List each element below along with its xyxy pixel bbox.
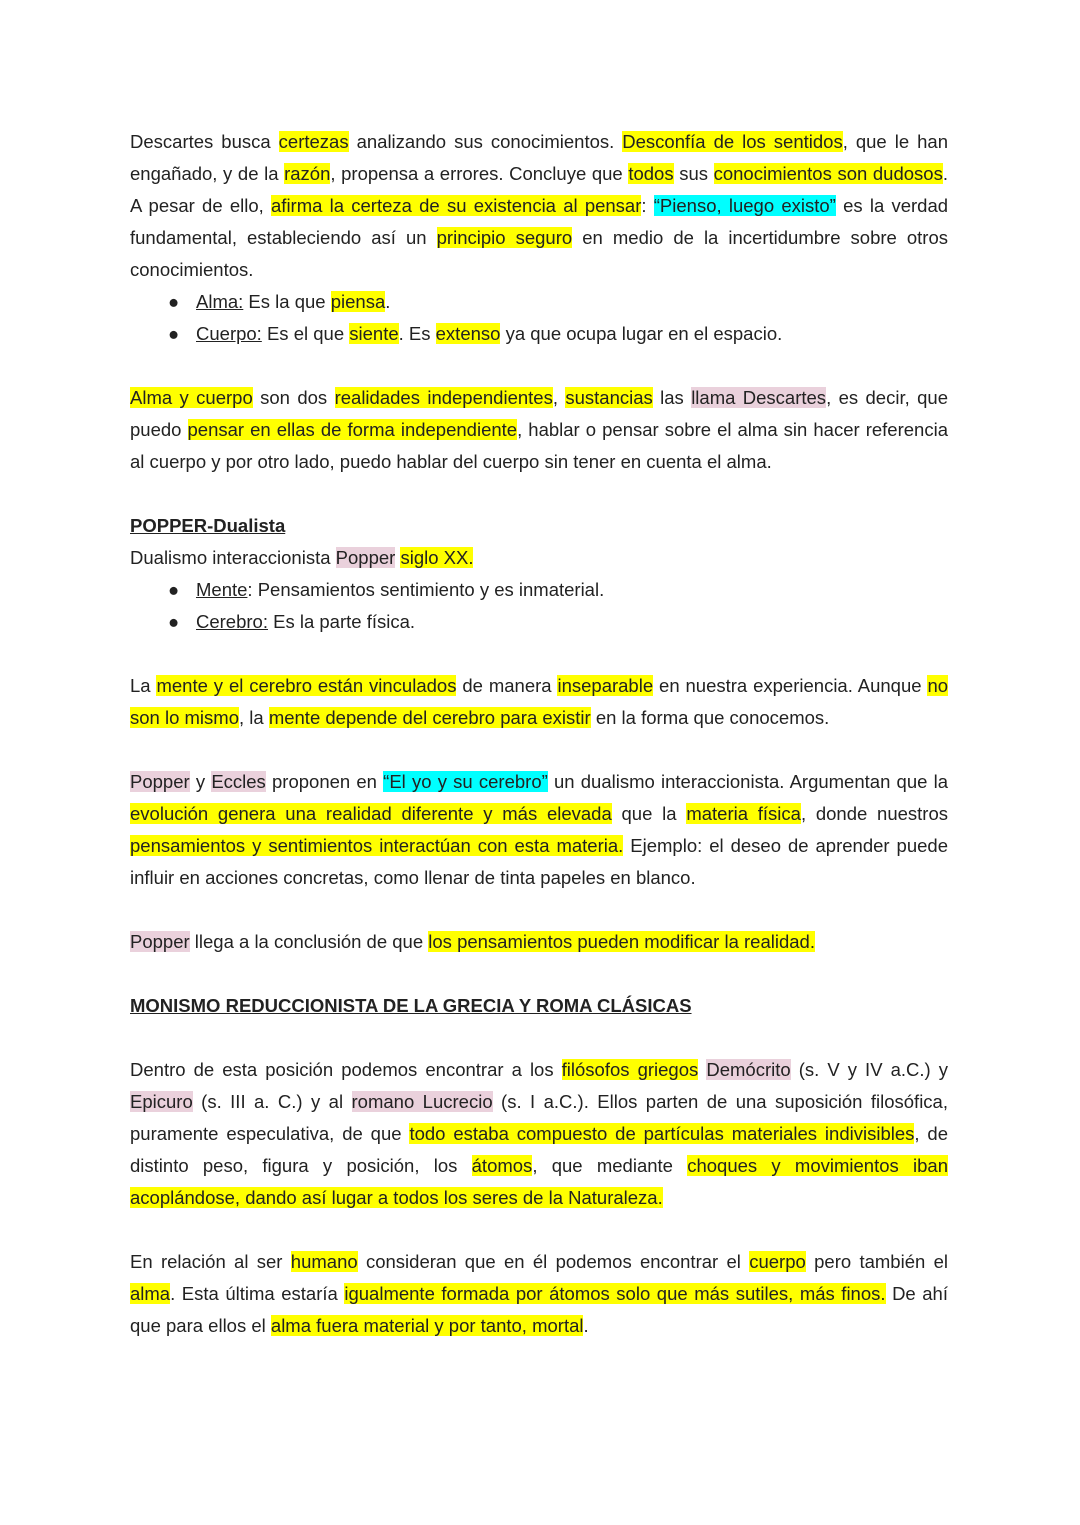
paragraph: [130, 126, 948, 286]
underlined-label: Cuerpo:: [196, 323, 262, 344]
text: y: [189, 771, 212, 792]
highlighted-text: piensa: [330, 291, 386, 312]
highlighted-text: inseparable: [557, 675, 654, 696]
quote-highlight: “El yo y su cerebro”: [383, 771, 548, 792]
text: Descartes busca: [130, 131, 279, 152]
text: , propensa a errores. Concluye que: [330, 163, 629, 184]
blank-line: [130, 734, 948, 766]
text: Es la que: [243, 291, 331, 312]
paragraph: [130, 1054, 948, 1214]
highlighted-text: no son lo mismo: [130, 675, 949, 728]
highlighted-text: alma fuera material y por tanto, mortal: [270, 1315, 584, 1336]
text: son dos: [252, 387, 335, 408]
text: llega a la conclusión de que: [189, 931, 429, 952]
text: . Esta última estaría: [170, 1283, 345, 1304]
highlighted-text: filósofos griegos: [561, 1059, 699, 1080]
text: Ejemplo: el deseo de aprender puede influir en acciones concretas, como llenar de tinta papeles en blanco.: [130, 835, 948, 888]
blank-line: [130, 958, 948, 990]
bullet-icon: ●: [168, 611, 180, 632]
highlighted-text: igualmente formada por átomos solo que más sutiles, más finos.: [344, 1283, 886, 1304]
text: proponen en: [265, 771, 384, 792]
text: (s. III a. C.) y al: [192, 1091, 352, 1112]
text: La: [130, 675, 157, 696]
paragraph: [130, 766, 948, 894]
highlighted-text: alma: [130, 1283, 171, 1304]
highlighted-text: cuerpo: [749, 1251, 806, 1272]
text: (s. V y IV a.C.) y: [790, 1059, 948, 1080]
text: de manera: [456, 675, 558, 696]
paragraph: [130, 670, 948, 734]
text: en nuestra experiencia. Aunque: [653, 675, 928, 696]
highlighted-text: sustancias: [565, 387, 653, 408]
highlighted-text: evolución genera una realidad diferente y más elevada: [130, 803, 612, 824]
text: , la: [238, 707, 269, 728]
name-highlight: Popper: [130, 771, 190, 792]
highlighted-text: materia física: [686, 803, 801, 824]
highlighted-text: conocimientos son dudosos: [713, 163, 943, 184]
text: Dualismo interaccionista: [130, 547, 336, 568]
highlighted-text: principio seguro: [436, 227, 573, 248]
paragraph: [130, 1246, 948, 1342]
text: .: [583, 1315, 589, 1336]
blank-line: [130, 478, 948, 510]
bullet-icon: ●: [168, 323, 180, 344]
text: De ahí que para ellos el: [130, 1283, 948, 1336]
text: pero también el: [805, 1251, 948, 1272]
highlighted-text: siglo XX.: [400, 547, 474, 568]
paragraph: [130, 510, 948, 542]
highlighted-text: átomos: [471, 1155, 533, 1176]
text: Dentro de esta posición podemos encontrar a los: [130, 1059, 562, 1080]
text: un dualismo interaccionista. Argumentan que la: [547, 771, 949, 792]
text: Es el que: [261, 323, 350, 344]
underlined-label: Mente: [196, 579, 248, 600]
document-page: [130, 126, 948, 1342]
highlighted-text: mente y el cerebro están vinculados: [156, 675, 457, 696]
text: ,: [552, 387, 566, 408]
text: : Pensamientos sentimiento y es inmaterial.: [247, 579, 605, 600]
text: Es la parte física.: [267, 611, 416, 632]
text: , donde nuestros: [800, 803, 948, 824]
highlighted-text: realidades independientes: [334, 387, 553, 408]
blank-line: [130, 894, 948, 926]
text: :: [641, 195, 654, 216]
highlighted-text: extenso: [435, 323, 501, 344]
section-heading: POPPER-Dualista: [130, 515, 286, 536]
highlighted-text: humano: [290, 1251, 358, 1272]
text: , que le han engañado, y de la: [130, 131, 948, 184]
bullet-icon: ●: [168, 291, 180, 312]
name-highlight: Popper: [335, 547, 396, 568]
text: consideran que en él podemos encontrar el: [357, 1251, 750, 1272]
name-highlight: llama Descartes: [691, 387, 827, 408]
quote-highlight: “Pienso, luego existo”: [653, 195, 836, 216]
highlighted-text: razón: [284, 163, 331, 184]
text: , es decir, que puedo: [130, 387, 948, 440]
paragraph: [130, 990, 948, 1022]
blank-line: [130, 1214, 948, 1246]
name-highlight: Eccles: [211, 771, 266, 792]
text: , hablar o pensar sobre el alma sin hacer referencia al cuerpo y por otro lado, puedo hablar del cuerpo sin tener en cuenta el alma.: [130, 419, 948, 472]
text: . A pesar de ello,: [130, 163, 948, 216]
bullet-icon: ●: [168, 579, 180, 600]
section-heading: MONISMO REDUCCIONISTA DE LA GRECIA Y ROMA CLÁSICAS: [130, 995, 692, 1016]
name-highlight: Epicuro: [130, 1091, 193, 1112]
underlined-label: Alma:: [196, 291, 244, 312]
text: , de distinto peso, figura y posición, los: [130, 1123, 948, 1176]
highlighted-text: siente: [349, 323, 399, 344]
blank-line: [130, 638, 948, 670]
highlighted-text: pensar en ellas de forma independiente: [187, 419, 518, 440]
name-highlight: romano Lucrecio: [351, 1091, 493, 1112]
bullet-item: [130, 318, 948, 350]
text: En relación al ser: [130, 1251, 291, 1272]
highlighted-text: Desconfía de los sentidos: [622, 131, 843, 152]
paragraph: [130, 542, 948, 574]
text: que la: [611, 803, 687, 824]
text: analizando sus conocimientos.: [348, 131, 623, 152]
text: (s. I a.C.). Ellos parten de una suposición filosófica, puramente especulativa, de que: [130, 1091, 948, 1144]
text: , que mediante: [532, 1155, 688, 1176]
bullet-item: [130, 606, 948, 638]
text: en la forma que conocemos.: [590, 707, 830, 728]
text: . Es: [398, 323, 436, 344]
highlighted-text: mente depende del cerebro para existir: [268, 707, 591, 728]
name-highlight: Popper: [130, 931, 190, 952]
highlighted-text: choques y movimientos iban acoplándose, dando así lugar a todos los seres de la Naturaleza.: [130, 1155, 949, 1208]
highlighted-text: certezas: [278, 131, 349, 152]
bullet-item: [130, 286, 948, 318]
bullet-item: [130, 574, 948, 606]
text: ya que ocupa lugar en el espacio.: [500, 323, 783, 344]
name-highlight: Demócrito: [706, 1059, 791, 1080]
underlined-label: Cerebro:: [196, 611, 268, 632]
paragraph: [130, 926, 948, 958]
text: sus: [673, 163, 714, 184]
text: es la verdad fundamental, estableciendo así un: [130, 195, 949, 248]
highlighted-text: todos: [628, 163, 674, 184]
highlighted-text: los pensamientos pueden modificar la realidad.: [428, 931, 815, 952]
highlighted-text: pensamientos y sentimientos interactúan con esta materia.: [130, 835, 624, 856]
highlighted-text: todo estaba compuesto de partículas materiales indivisibles: [409, 1123, 915, 1144]
text: en medio de la incertidumbre sobre otros conocimientos.: [130, 227, 949, 280]
paragraph: [130, 382, 948, 478]
text: las: [652, 387, 692, 408]
blank-line: [130, 1022, 948, 1054]
text: .: [385, 291, 391, 312]
highlighted-text: Alma y cuerpo: [130, 387, 253, 408]
highlighted-text: afirma la certeza de su existencia al pensar: [271, 195, 642, 216]
blank-line: [130, 350, 948, 382]
